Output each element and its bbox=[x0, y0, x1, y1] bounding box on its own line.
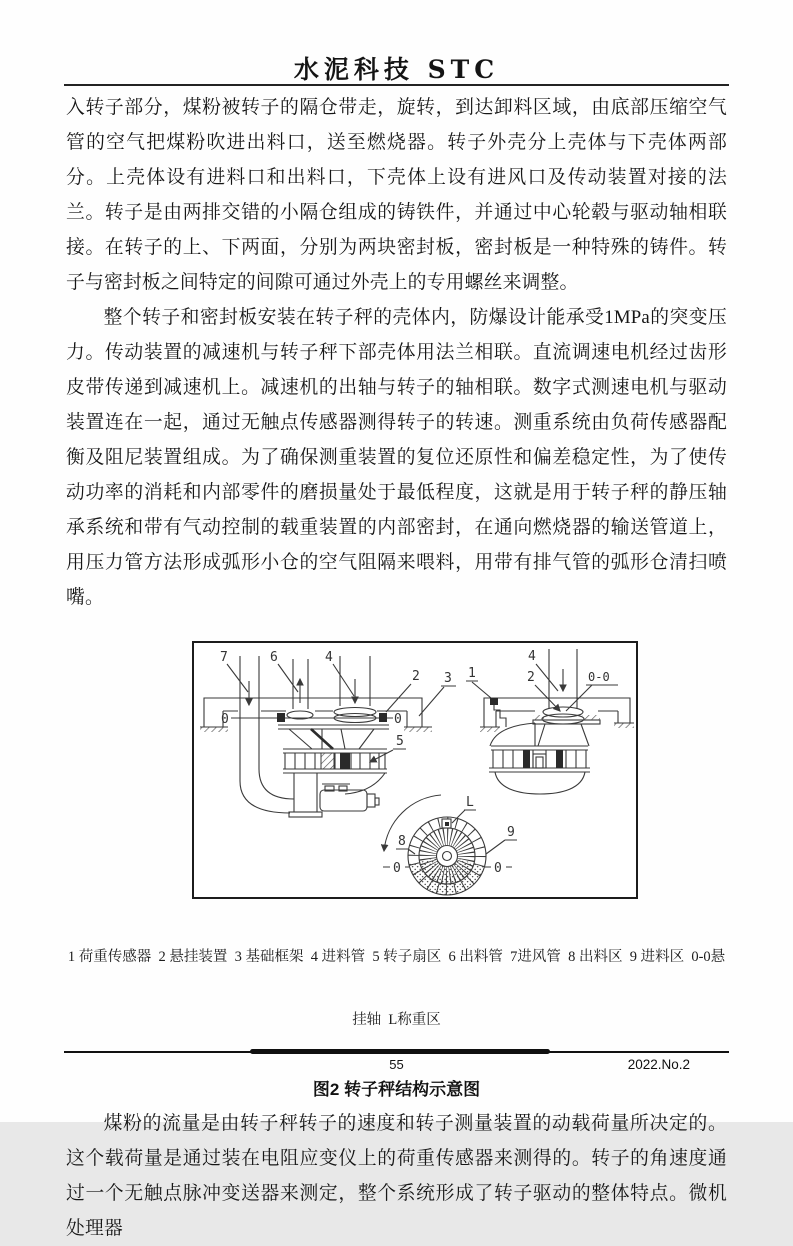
callout-L-weighing-zone: L bbox=[466, 795, 474, 810]
figure-2-drawing bbox=[192, 641, 638, 899]
issue-label: 2022.No.2 bbox=[627, 1057, 690, 1072]
page-number: 55 bbox=[389, 1057, 404, 1072]
callout-1-load-cell: 1 bbox=[468, 666, 476, 681]
journal-title: 水泥科技 STC bbox=[293, 55, 500, 84]
axis-zero-left: 0 bbox=[221, 712, 229, 727]
left-section-view bbox=[200, 650, 456, 817]
callout-8-discharge-zone: 8 bbox=[398, 834, 406, 849]
figure-legend bbox=[66, 905, 727, 1073]
callout-9-feed-zone: 9 bbox=[507, 825, 515, 840]
figure-legend-line2: 挂轴 L称重区 bbox=[352, 1012, 441, 1028]
footer-rule-thick-segment bbox=[250, 1049, 550, 1054]
callout-3-foundation-frame: 3 bbox=[444, 671, 452, 686]
callout-5-rotor-sector: 5 bbox=[396, 734, 404, 749]
paragraph-1: 入转子部分，煤粉被转子的隔仓带走，旋转，到达卸料区域，由底部压缩空气管的空气把煤粉吹进出料口，送至燃烧器。转子外壳分上壳体与下壳体两部分。上壳体设有进料口和出料口，下壳体上设有进风口及传动装置对接的法兰。转子是由两排交错的小隔仓组成的铸铁件，并通过中心轮毂与驱动轴相联接。在转子的上、下两面，分别为两块密封板，密封板是一种特殊的铸件。转子与密封板之间特定的间隙可通过外壳上的专用螺丝来调整。 bbox=[66, 97, 727, 293]
wheel-zero-right: 0 bbox=[494, 861, 502, 876]
callout-0-0-section: 0-0 bbox=[588, 670, 610, 684]
wheel-zero-left: 0 bbox=[393, 861, 401, 876]
paragraph-2: 整个转子和密封板安装在转子秤的壳体内，防爆设计能承受1MPa的突变压力。传动装置的减速机与转子秤下部壳体用法兰相联。直流调速电机经过齿形皮带传递到减速机上。减速机的出轴与转子的轴相联。数字式测速电机与驱动装置连在一起，通过无触点传感器测得转子的转速。测重系统由负荷传感器配衡及阻尼装置组成。为了确保测重装置的复位还原性和偏差稳定性，为了使传动功率的消耗和内部零件的磨损量处于最低程度，这就是用于转子秤的静压轴承系统和带有气动控制的载重装置的内部密封，在通向燃烧器的输送管道上，用压力管方法形成弧形小仓的空气阻隔来喂料，用带有排气管的弧形仓清扫喷嘴。 bbox=[66, 307, 727, 608]
header-rule bbox=[64, 84, 729, 86]
rotor-wheel-view bbox=[383, 795, 517, 895]
callout-7-air-inlet-pipe: 7 bbox=[220, 650, 228, 665]
callout-4-feed-pipe-left: 4 bbox=[325, 650, 333, 665]
right-section-view bbox=[466, 649, 634, 794]
rotor-scale-diagram bbox=[194, 643, 636, 897]
callout-4-feed-pipe-right: 4 bbox=[528, 649, 536, 664]
callout-2-suspension-left: 2 bbox=[412, 669, 420, 684]
callout-6-outlet-pipe: 6 bbox=[270, 650, 278, 665]
figure-legend-line1: 1 荷重传感器 2 悬挂装置 3 基础框架 4 进料管 5 转子扇区 6 出料管 7进风管 8 出料区 9 进料区 0-0悬 bbox=[67, 949, 726, 965]
paragraph-3: 煤粉的流量是由转子秤转子的速度和转子测量装置的动载荷量所决定的。这个载荷量是通过装在电阻应变仪上的荷重传感器来测得的。转子的角速度通过一个无触点脉冲变送器来测定，整个系统形成了转子驱动的整体特点。微机处理器 bbox=[66, 1113, 727, 1239]
axis-zero-right: 0 bbox=[394, 712, 402, 727]
callout-2-suspension-right: 2 bbox=[527, 670, 535, 685]
figure-title: 图2 转子秤结构示意图 bbox=[312, 1080, 481, 1099]
article-body bbox=[66, 90, 727, 1246]
